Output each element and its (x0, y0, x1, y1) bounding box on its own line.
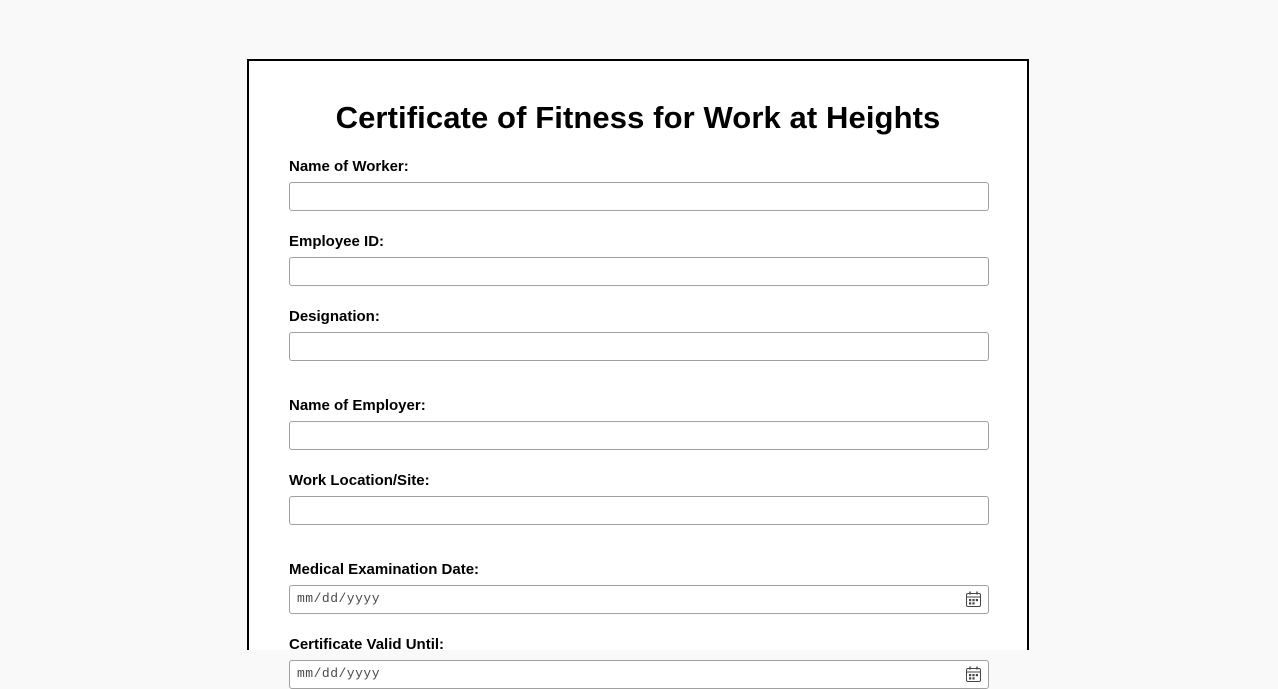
field-designation (289, 308, 987, 361)
field-work-location-site (289, 472, 987, 525)
page-title: Certificate of Fitness for Work at Heights (335, 100, 941, 135)
label-name-of-employer: Name of Employer: (289, 397, 426, 415)
label-employee-id: Employee ID: (289, 233, 385, 251)
label-name-of-worker: Name of Worker: (289, 158, 409, 176)
certificate-content (249, 61, 1027, 689)
label-medical-examination-date: Medical Examination Date: (289, 561, 480, 579)
field-medical-examination-date (289, 561, 987, 614)
certificate-valid-until-row (289, 660, 989, 689)
label-work-location-site: Work Location/Site: (289, 472, 430, 490)
field-name-of-employer (289, 397, 987, 450)
certificate-valid-until-placeholder: mm/dd/yyyy (297, 666, 381, 682)
label-certificate-valid-until: Certificate Valid Until: (289, 636, 445, 654)
medical-examination-date-row (289, 585, 989, 614)
designation-input[interactable] (289, 332, 989, 361)
label-designation: Designation: (289, 308, 380, 326)
field-name-of-worker (289, 158, 987, 211)
field-employee-id (289, 233, 987, 286)
name-of-worker-input[interactable] (289, 182, 989, 211)
name-of-employer-input[interactable] (289, 421, 989, 450)
employee-id-input[interactable] (289, 257, 989, 286)
medical-examination-date-placeholder: mm/dd/yyyy (297, 591, 381, 607)
certificate-document (247, 59, 1029, 682)
field-certificate-valid-until (289, 636, 987, 689)
medical-examination-date-input[interactable] (289, 585, 989, 614)
certificate-valid-until-input[interactable] (289, 660, 989, 689)
work-location-site-input[interactable] (289, 496, 989, 525)
